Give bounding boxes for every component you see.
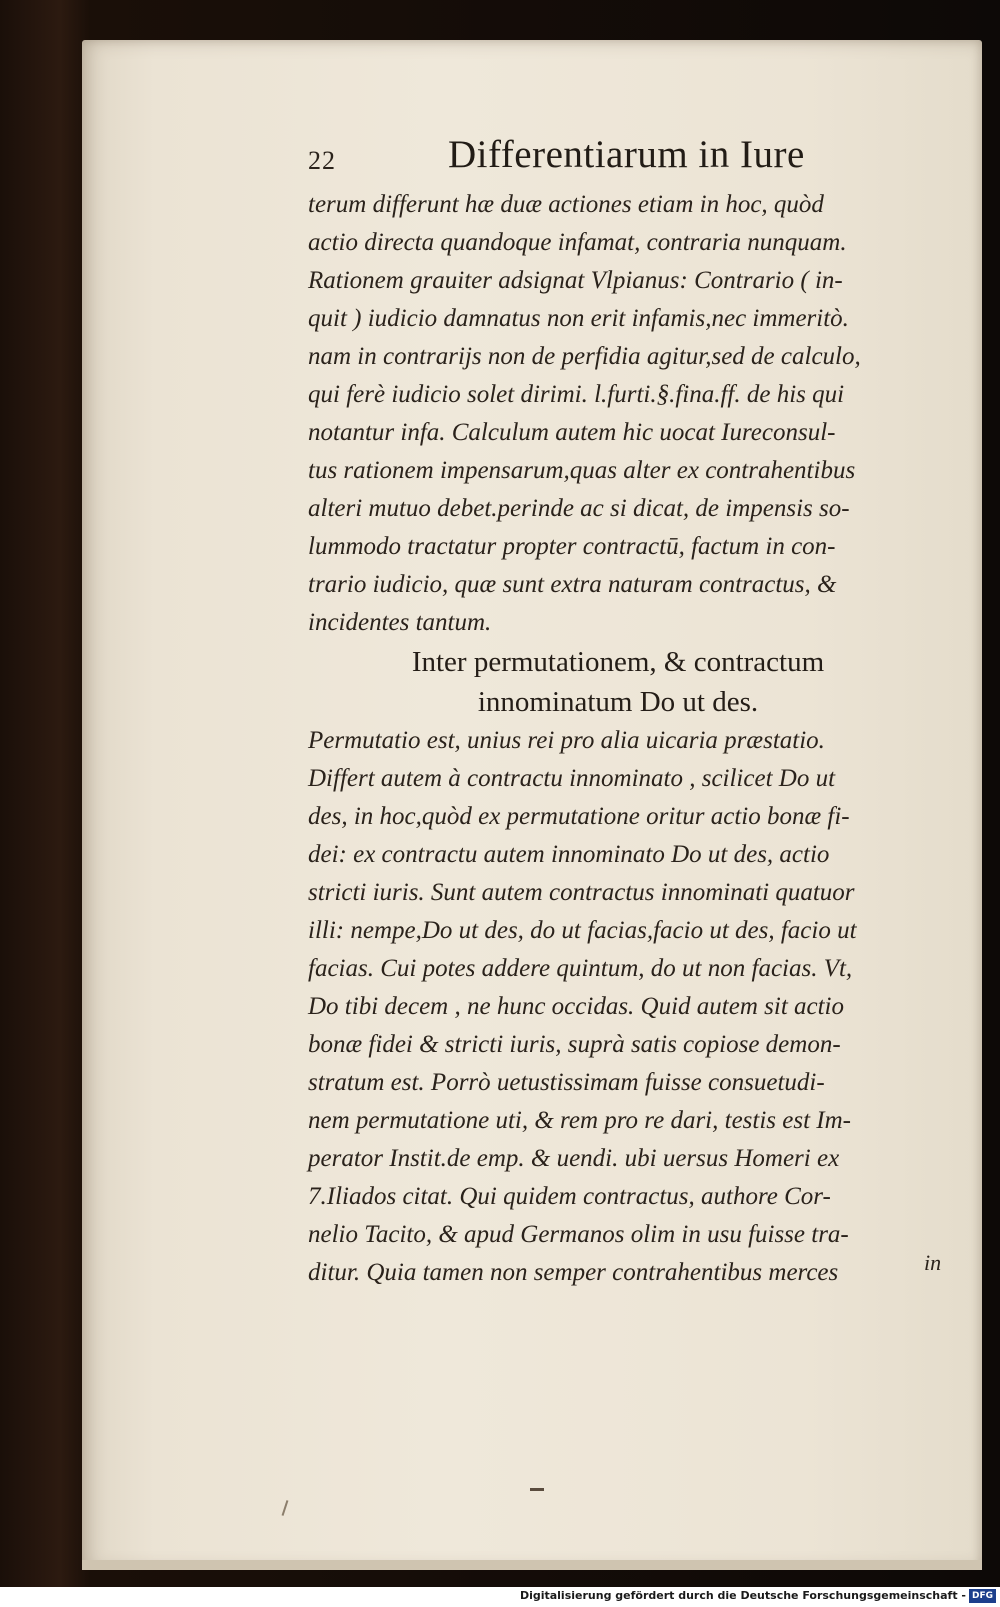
dfg-logo: DFG — [969, 1589, 996, 1603]
text-line: incidentes tantum. — [308, 609, 492, 636]
text-line: Do tibi decem , ne hunc occidas. Quid autem sit actio — [308, 993, 844, 1020]
text-line: 7.Iliados citat. Qui quidem contractus, authore Cor- — [308, 1183, 831, 1210]
text-line: perator Instit.de emp. & uendi. ubi uersus Homeri ex — [308, 1145, 840, 1172]
page-bottom-edge — [82, 1560, 982, 1570]
text-line: Rationem grauiter adsignat Vlpianus: Contrario ( in- — [308, 267, 843, 294]
page-mark — [530, 1488, 544, 1491]
section-heading-line2: innominatum Do ut des. — [477, 686, 759, 718]
text-line: illi: nempe,Do ut des, do ut facias,facio ut des, facio ut — [308, 917, 857, 944]
text-line: trario iudicio, quæ sunt extra naturam contractus, & — [308, 571, 837, 598]
text-line: terum differunt hæ duæ actiones etiam in hoc, quòd — [308, 191, 824, 218]
text-line: nelio Tacito, & apud Germanos olim in usu fuisse tra- — [308, 1221, 849, 1248]
text-line: quit ) iudicio damnatus non erit infamis,nec immeritò. — [308, 305, 849, 332]
page-body — [308, 186, 948, 1292]
text-line: bonæ fidei & stricti iuris, suprà satis copiose demon- — [308, 1031, 841, 1058]
catchword: in — [924, 1250, 942, 1275]
text-line: Differt autem à contractu innominato , scilicet Do ut — [308, 765, 836, 792]
text-line: nem permutatione uti, & rem pro re dari, testis est Im- — [308, 1107, 851, 1134]
text-line: actio directa quandoque infamat, contraria nunquam. — [308, 229, 847, 256]
text-line: stratum est. Porrò uetustissimam fuisse consuetudi- — [308, 1069, 825, 1096]
footer-bar — [0, 1587, 1000, 1607]
text-line: stricti iuris. Sunt autem contractus innominati quatuor — [308, 879, 855, 906]
text-line: notantur infa. Calculum autem hic uocat Iureconsul- — [308, 419, 836, 446]
text-line: dei: ex contractu autem innominato Do ut des, actio — [308, 841, 830, 868]
text-line: facias. Cui potes addere quintum, do ut non facias. Vt, — [308, 955, 853, 982]
text-line: alteri mutuo debet.perinde ac si dicat, de impensis so- — [308, 495, 850, 522]
text-line: qui ferè iudicio solet dirimi. l.furti.§.fina.ff. de his qui — [308, 381, 845, 408]
page-header — [308, 132, 848, 180]
text-line: tus rationem impensarum,quas alter ex contrahentibus — [308, 457, 856, 484]
running-title: Differentiarum in Iure — [448, 133, 805, 176]
text-line: des, in hoc,quòd ex permutatione oritur actio bonæ fi- — [308, 803, 850, 830]
text-line: ditur. Quia tamen non semper contrahentibus merces — [308, 1259, 839, 1286]
text-line: lummodo tractatur propter contractū, factum in con- — [308, 533, 836, 560]
text-line: Permutatio est, unius rei pro alia uicaria præstatio. — [308, 727, 825, 754]
page-number: 22 — [308, 146, 336, 175]
footer-credit: Digitalisierung gefördert durch die Deutsche Forschungsgemeinschaft - — [519, 1589, 966, 1602]
text-line: nam in contrarijs non de perfidia agitur,sed de calculo, — [308, 343, 861, 370]
section-heading-line1: Inter permutationem, & contractum — [411, 646, 825, 678]
